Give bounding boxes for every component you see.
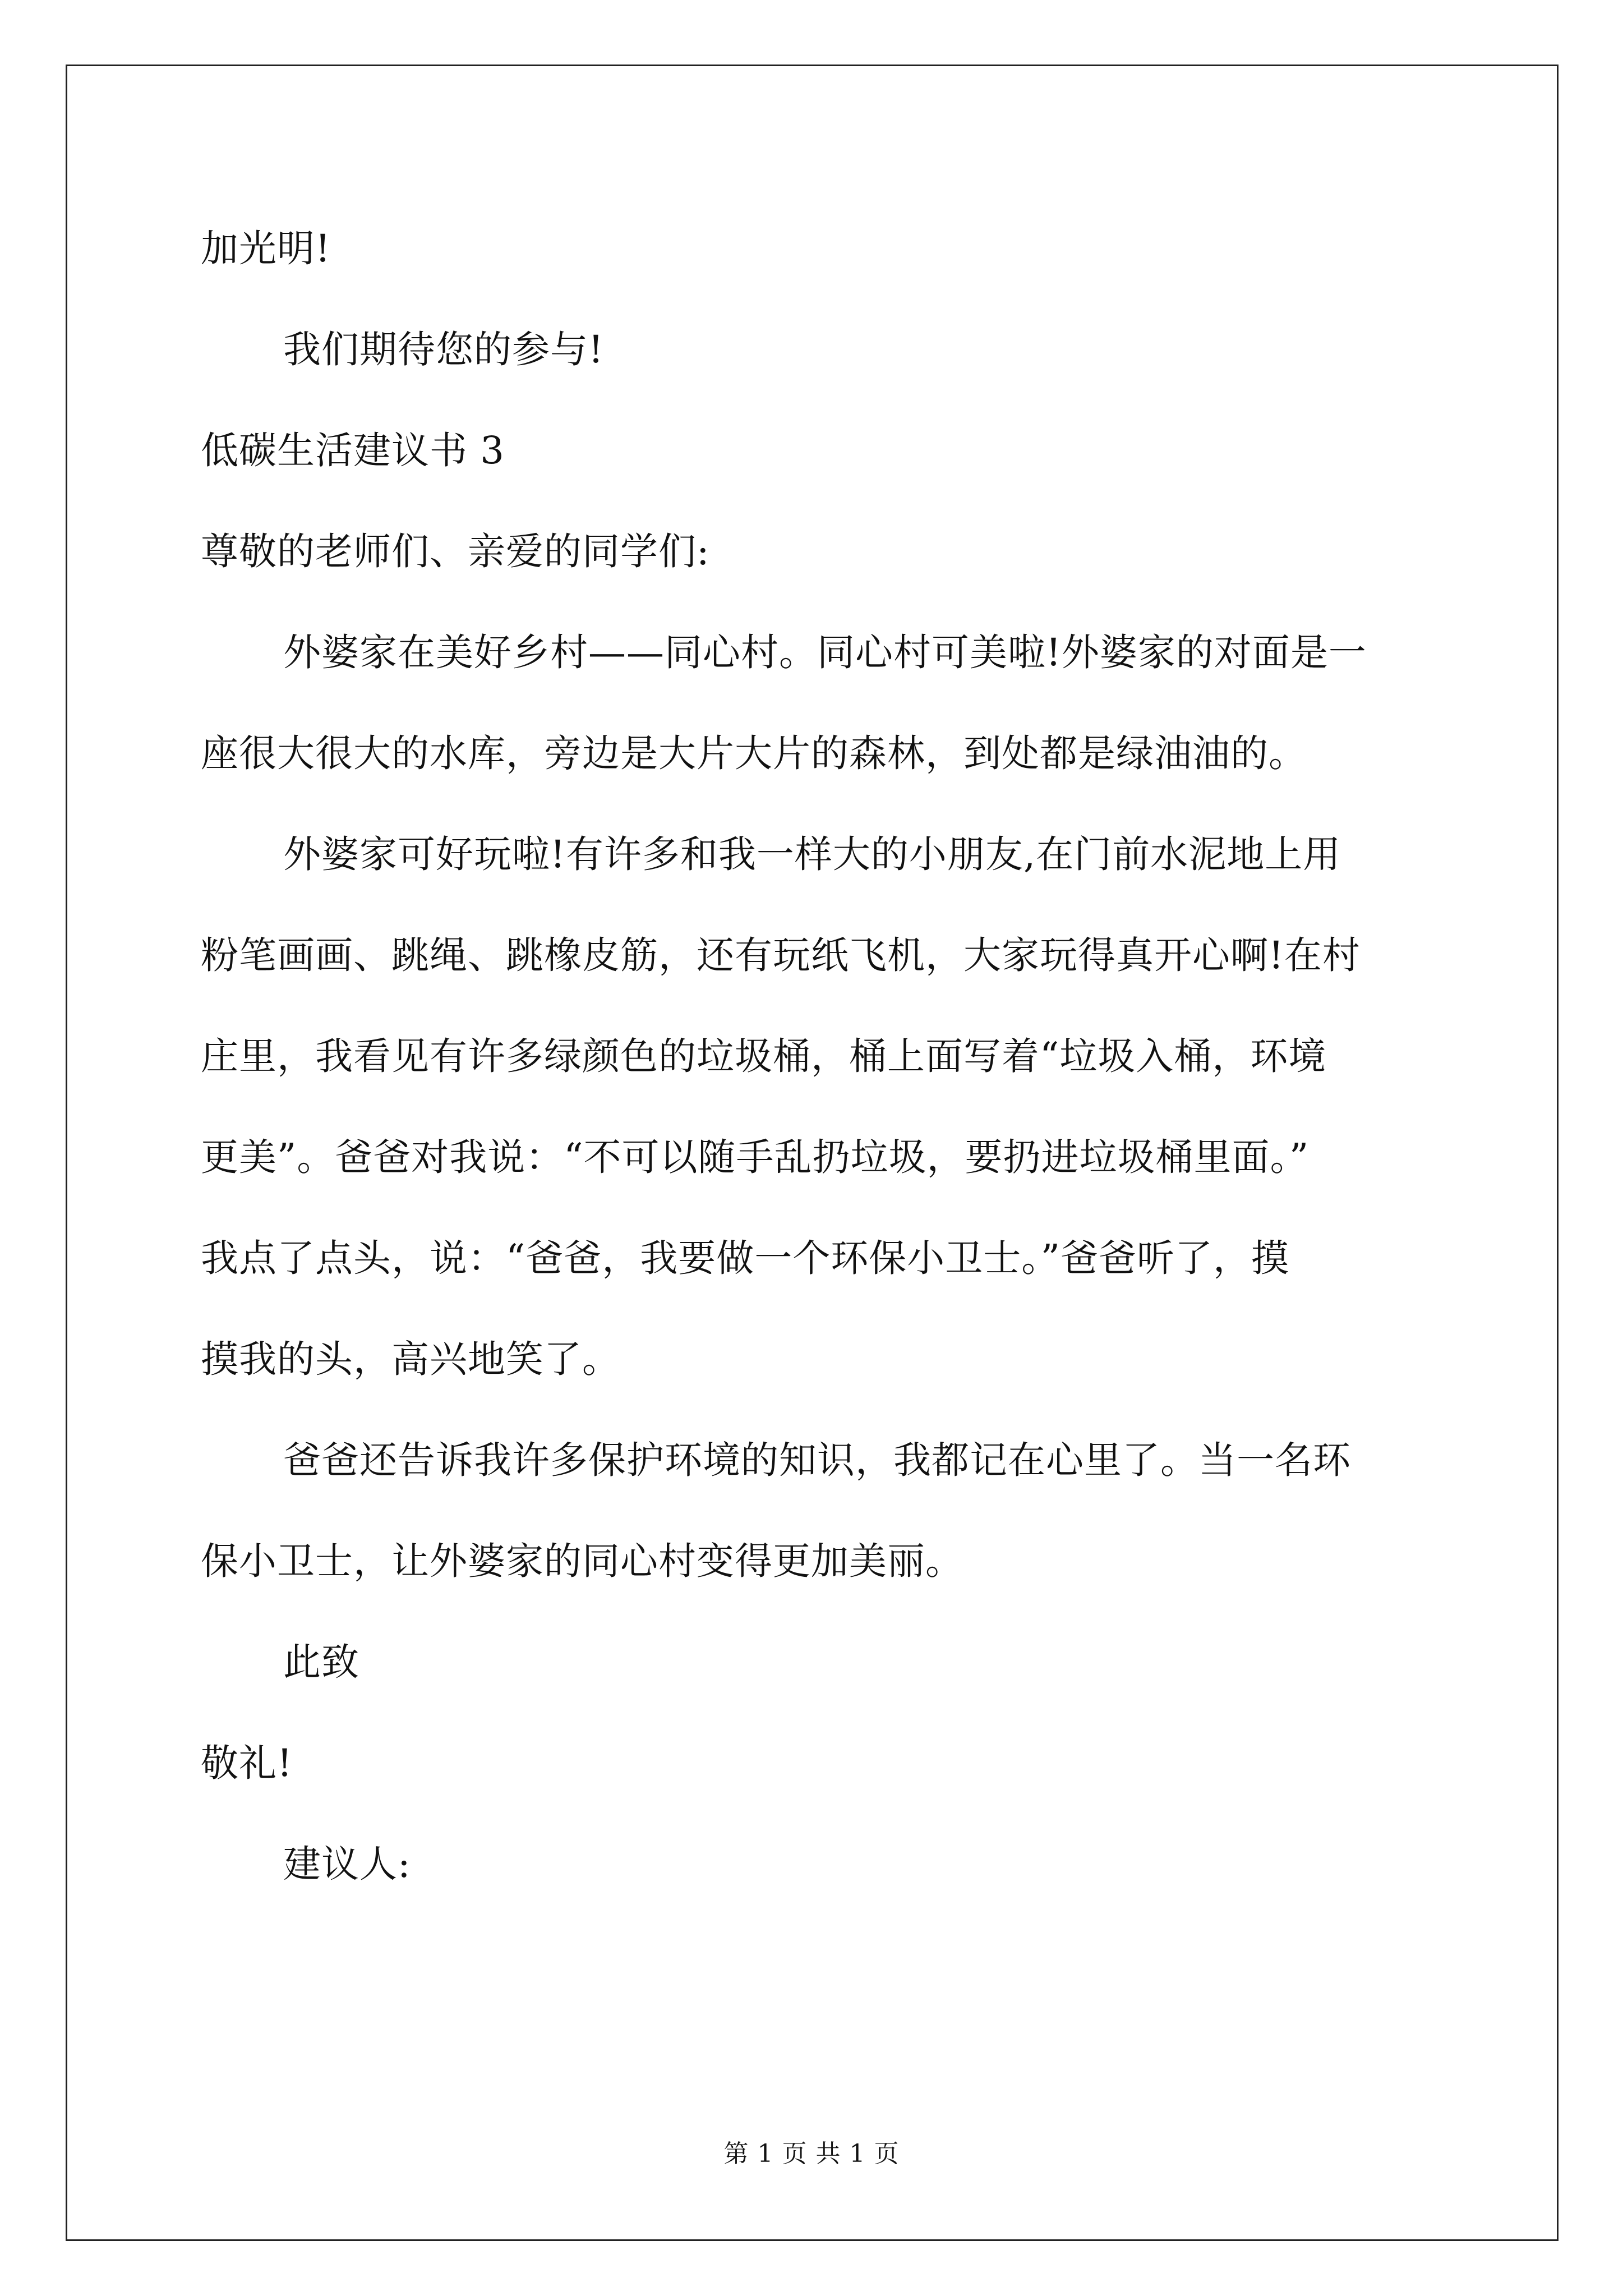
text-line: 外婆家可好玩啦!有许多和我一样大的小朋友,在门前水泥地上用 bbox=[283, 832, 1341, 876]
text-line: 我点了点头，说：“爸爸，我要做一个环保小卫士。”爸爸听了，摸 bbox=[201, 1236, 1290, 1280]
salutation: 尊敬的老师们、亲爱的同学们: bbox=[201, 530, 710, 573]
text-line: 庄里，我看见有许多绿颜色的垃圾桶，桶上面写着“垃圾入桶，环境 bbox=[201, 1034, 1327, 1078]
text-line: 更美”。爸爸对我说：“不可以随手乱扔垃圾，要扔进垃圾桶里面。” bbox=[201, 1135, 1310, 1179]
closing-line: 敬礼! bbox=[201, 1741, 293, 1785]
page-footer: 第 1 页 共 1 页 bbox=[723, 2139, 900, 2168]
signature-label: 建议人: bbox=[283, 1842, 411, 1886]
text-line: 座很大很大的水库，旁边是大片大片的森林，到处都是绿油油的。 bbox=[201, 731, 1307, 775]
section-title: 低碳生活建议书 3 bbox=[201, 429, 505, 472]
text-line: 外婆家在美好乡村——同心村。同心村可美啦!外婆家的对面是一 bbox=[283, 631, 1367, 674]
text-line: 我们期待您的参与! bbox=[283, 328, 604, 371]
text-line: 爸爸还告诉我许多保护环境的知识，我都记在心里了。当一名环 bbox=[283, 1438, 1351, 1482]
text-line: 粉笔画画、跳绳、跳橡皮筋，还有玩纸飞机，大家玩得真开心啊!在村 bbox=[201, 933, 1361, 977]
closing-line: 此致 bbox=[283, 1640, 359, 1684]
text-line: 摸我的头，高兴地笑了。 bbox=[201, 1337, 620, 1381]
text-line: 加光明! bbox=[201, 227, 331, 270]
text-line: 保小卫士，让外婆家的同心村变得更加美丽。 bbox=[201, 1539, 963, 1583]
